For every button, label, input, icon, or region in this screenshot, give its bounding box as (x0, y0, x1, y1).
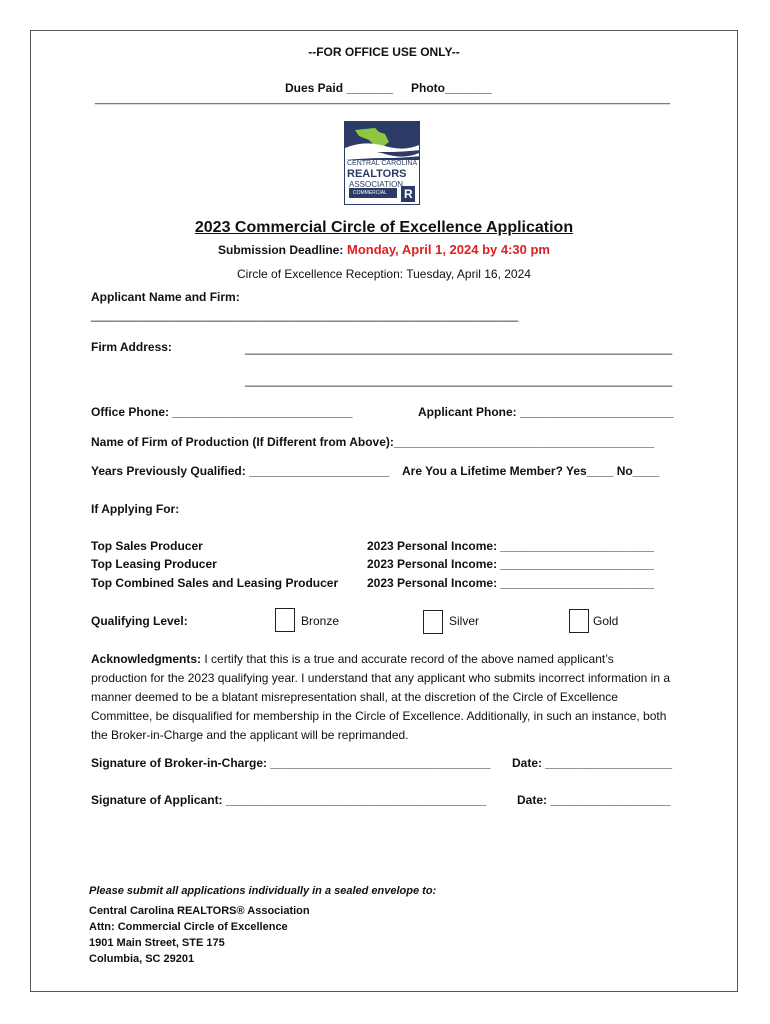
applicant-name-label: Applicant Name and Firm: (91, 290, 240, 304)
bronze-label: Bronze (301, 614, 340, 628)
qualifying-level-label: Qualifying Level: (91, 614, 188, 628)
mailing-line-1: Central Carolina REALTORS® Association (89, 905, 310, 917)
category-leasing-income[interactable]: 2023 Personal Income: _______________________ (367, 557, 654, 571)
logo-line-2: REALTORS (347, 168, 407, 180)
deadline-value: Monday, April 1, 2024 by 4:30 pm (346, 242, 550, 257)
firm-production-field[interactable]: Name of Firm of Production (If Different from Above):_______________________________________ (91, 435, 655, 449)
logo-line-3: ASSOCIATION (349, 180, 404, 189)
office-divider: ______________________________________________________________________________________________ (95, 93, 671, 105)
page-title: 2023 Commercial Circle of Excellence Application (194, 219, 574, 236)
firm-address-label: Firm Address: (91, 340, 172, 354)
acknowledgment-text: I certify that this is a true and accurate record of the above named applicant’s production for the 2023 qualifying year. I understand that any applicant who submits incorrect information in a manner deemed to be a blatant misrepresentation shall, at the discretion of the Circle of Excellence Committee, be disqualified for membership in the Circle of Excellence. Additionally, in such an instance, both the Broker-in-Charge and the applicant will be reprimanded. (91, 652, 671, 742)
reception-info: Circle of Excellence Reception: Tuesday, April 16, 2024 (237, 267, 531, 281)
deadline-label: Submission Deadline: (218, 243, 344, 257)
applicant-signature-field[interactable]: Signature of Applicant: _______________________________________ (91, 793, 487, 807)
broker-date-field[interactable]: Date: ___________________ (512, 756, 673, 770)
firm-address-field-2[interactable]: ________________________________________________________________ (245, 373, 673, 387)
realtors-association-logo (344, 121, 420, 205)
years-qualified-field[interactable]: Years Previously Qualified: _____________________ (91, 464, 390, 478)
broker-signature-field[interactable]: Signature of Broker-in-Charge: _________________________________ (91, 756, 491, 770)
firm-address-field-1[interactable]: ________________________________________________________________ (245, 341, 673, 355)
silver-label: Silver (449, 614, 480, 628)
gold-label: Gold (593, 614, 619, 628)
realtor-mark-icon: R (404, 187, 413, 201)
logo-line-1: CENTRAL CAROLINA (347, 160, 418, 167)
office-use-header: --FOR OFFICE USE ONLY-- (308, 45, 460, 59)
category-sales-income[interactable]: 2023 Personal Income: _______________________ (367, 539, 654, 553)
category-sales-label: Top Sales Producer (91, 539, 203, 553)
bronze-checkbox[interactable] (275, 608, 295, 632)
mailing-line-4: Columbia, SC 29201 (89, 953, 195, 965)
acknowledgment-paragraph (91, 650, 671, 745)
applicant-phone-field[interactable]: Applicant Phone: _______________________ (418, 405, 674, 419)
silver-checkbox[interactable] (423, 610, 443, 634)
acknowledgment-label: Acknowledgments: (91, 652, 202, 666)
dues-paid-field: Dues Paid _______ (285, 81, 394, 95)
mailing-line-3: 1901 Main Street, STE 175 (89, 937, 225, 949)
photo-field: Photo_______ (411, 81, 492, 95)
submit-instruction: Please submit all applications individually in a sealed envelope to: (89, 885, 437, 897)
if-applying-label: If Applying For: (91, 502, 180, 516)
application-page (30, 30, 738, 992)
lifetime-member-field[interactable]: Are You a Lifetime Member? Yes____ No____ (402, 464, 660, 478)
gold-checkbox[interactable] (569, 609, 589, 633)
logo-tag: COMMERCIAL (353, 190, 387, 196)
applicant-name-field[interactable]: ________________________________________________________________ (91, 308, 519, 322)
category-leasing-label: Top Leasing Producer (91, 557, 217, 571)
submission-deadline (31, 242, 737, 257)
category-combined-label: Top Combined Sales and Leasing Producer (91, 576, 339, 590)
mailing-line-2: Attn: Commercial Circle of Excellence (89, 921, 288, 933)
category-combined-income[interactable]: 2023 Personal Income: _______________________ (367, 576, 654, 590)
applicant-date-field[interactable]: Date: __________________ (517, 793, 671, 807)
office-phone-field[interactable]: Office Phone: ___________________________ (91, 405, 353, 419)
